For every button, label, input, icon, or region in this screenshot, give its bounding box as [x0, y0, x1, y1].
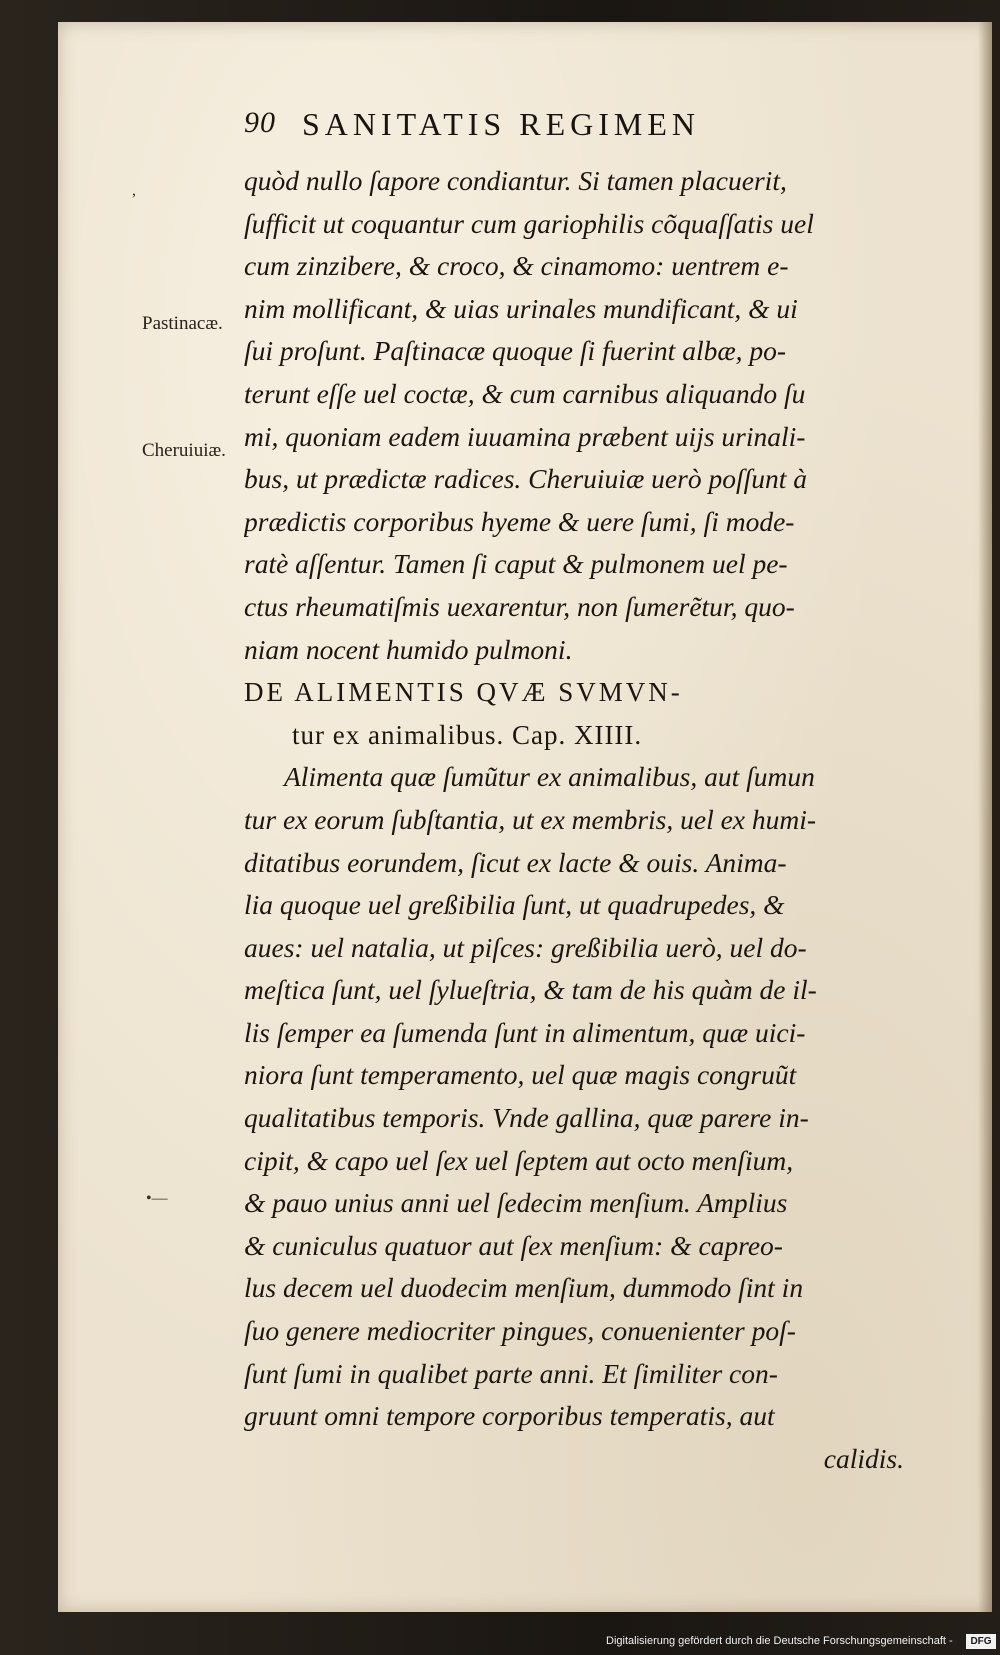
dfg-logo: DFG [966, 1634, 996, 1649]
text-line: lis ſemper ea ſumenda ſunt in alimentum, quæ uici- [244, 1016, 806, 1048]
text-line: ſunt ſumi in qualibet parte anni. Et ſimiliter con- [244, 1357, 778, 1389]
text-line: niora ſunt temperamento, uel quæ magis congruũt [244, 1059, 797, 1091]
text-line: tur ex eorum ſubſtantia, ut ex membris, uel ex humi- [244, 803, 817, 835]
running-title: SANITATIS REGIMEN [302, 106, 700, 142]
text-line: quòd nullo ſapore condiantur. Si tamen placuerit, [244, 165, 787, 196]
catchword: calidis. [823, 1442, 904, 1474]
text-line: bus, ut prædictæ radices. Cheruiuiæ uerò poſſunt à [244, 463, 807, 495]
margin-speck: , [132, 182, 136, 199]
text-line: prædictis corporibus hyeme & uere ſumi, ſi mode- [244, 505, 795, 537]
margin-note-cheruiuiae: Cheruiuiæ. [142, 440, 226, 461]
text-line: & cuniculus quatuor aut ſex menſium: & capreo- [244, 1229, 783, 1261]
page-number: 90 [244, 106, 276, 139]
text-line: cum zinzibere, & croco, & cinamomo: uentrem e- [244, 250, 789, 282]
text-line: ſufficit ut coquantur cum gariophilis cõquaſſatis uel [244, 207, 814, 239]
text-line: niam nocent humido pulmoni. [244, 633, 573, 665]
text-line: terunt eſſe uel coctæ, & cum carnibus aliquando ſu [244, 377, 806, 409]
text-line: ſuo genere mediocriter pingues, conuenienter poſ- [244, 1315, 796, 1347]
text-line: nim mollificant, & uias urinales mundificant, & ui [244, 292, 798, 324]
text-line: qualitatibus temporis. Vnde gallina, quæ parere in- [244, 1102, 809, 1134]
page-header [244, 106, 904, 158]
margin-dash: •— [146, 1190, 168, 1207]
text-line: meſtica ſunt, uel ſylueſtria, & tam de his quàm de il- [244, 974, 817, 1006]
text-line: ditatibus eorundem, ſicut ex lacte & ouis. Anima- [244, 846, 787, 878]
text-line: aues: uel natalia, ut piſces: greßibilia uerò, uel do- [244, 931, 807, 963]
text-line: lia quoque uel greßibilia ſunt, ut quadrupedes, & [244, 889, 785, 921]
text-line: ſui proſunt. Paſtinacæ quoque ſi fuerint albæ, po- [244, 335, 787, 367]
text-line: mi, quoniam eadem iuuamina præbent uijs urinali- [244, 420, 806, 452]
text-line: ratè aſſentur. Tamen ſi caput & pulmonem uel pe- [244, 548, 788, 580]
text-line: lus decem uel duodecim menſium, dummodo ſint in [244, 1272, 804, 1304]
margin-note-pastinacae: Pastinacæ. [142, 313, 223, 334]
text-line: gruunt omni tempore corporibus temperatis, aut [244, 1400, 775, 1432]
page-text [244, 160, 904, 1480]
digitization-credit: Digitalisierung gefördert durch die Deutsche Forschungsgemeinschaft - [606, 1635, 953, 1647]
chapter-title: DE ALIMENTIS QVÆ SVMVN- [244, 677, 683, 708]
chapter-subtitle: tur ex animalibus. Cap. XIIII. [292, 719, 643, 750]
text-line: & pauo unius anni uel ſedecim menſium. Amplius [244, 1187, 788, 1219]
text-line: ctus rheumatiſmis uexarentur, non ſumerẽtur, quo- [244, 590, 795, 622]
page-edge-shadow [978, 22, 992, 1612]
text-line: cipit, & capo uel ſex uel ſeptem aut octo menſium, [244, 1144, 794, 1176]
text-line: Alimenta quæ ſumũtur ex animalibus, aut ſumun [284, 761, 815, 793]
